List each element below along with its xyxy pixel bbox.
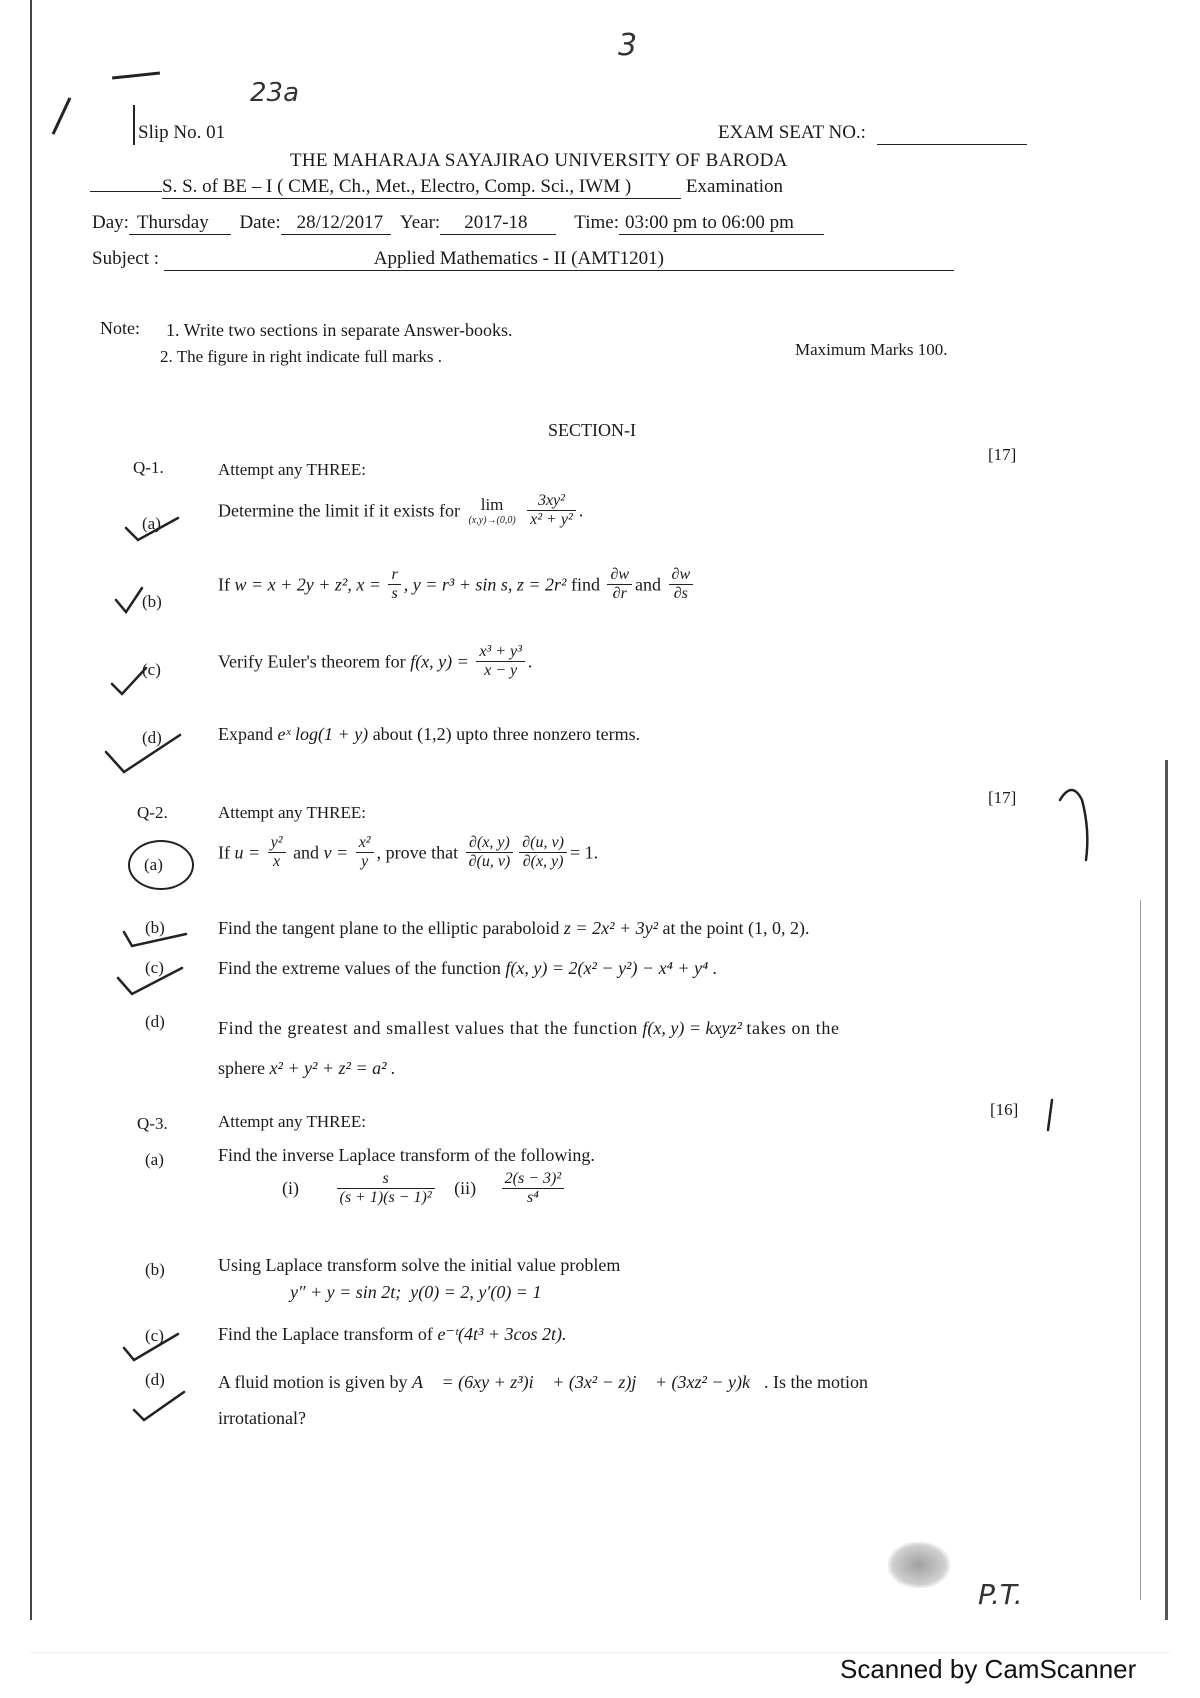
q1d-prompt: Expand [218, 724, 273, 744]
q2d-label: (d) [145, 1012, 165, 1031]
university-name: THE MAHARAJA SAYAJIRAO UNIVERSITY OF BARODA [290, 150, 788, 171]
q3a-sub-ii: (ii) [454, 1178, 477, 1199]
q3-marks: [16] [990, 1100, 1019, 1119]
q2a-jacobian-1: $\frac{\partial(x, y)}{\partial(u, v)}$ [466, 834, 514, 872]
q3b-text: Using Laplace transform solve the initial value problem [218, 1255, 621, 1275]
q1d-tail: about (1,2) upto three nonzero terms. [372, 724, 641, 744]
q2-marks: [17] [988, 788, 1017, 807]
q1d-expression: eˣ log(1 + y) [277, 724, 369, 744]
q2d-prompt: Find the greatest and smallest values that the function [218, 1018, 638, 1038]
note-item-1: 1. Write two sections in separate Answer-books. [166, 320, 513, 340]
q1b-dw-ds: $\frac{\partial w}{\partial s}$ [669, 566, 694, 604]
camscanner-watermark: Scanned by CamScanner [840, 1654, 1137, 1684]
q1d-label: (d) [142, 728, 162, 747]
q3d-tail: . Is the motion [764, 1372, 868, 1392]
footer-line [30, 1652, 1170, 1653]
q1-instruction: Attempt any THREE: [218, 460, 366, 479]
q2b-tail: at the point (1, 0, 2). [662, 918, 810, 938]
year-label: Year: [399, 212, 441, 233]
q1b-prompt: If [218, 574, 230, 595]
q2d-sphere-eq: x² + y² + z² = a² . [269, 1058, 396, 1078]
q1c-prompt: Verify Euler's theorem for [218, 651, 406, 672]
q1b-equation-yz: , y = r³ + sin s, z = 2r² [403, 574, 567, 595]
q3a-fraction-i: $\frac{s}{\text{(s + 1)(s − 1)²}}$ [337, 1170, 435, 1208]
course-name: S. S. of BE – I ( CME, Ch., Met., Electro, Comp. Sci., IWM ) [162, 176, 681, 199]
q2a-prompt: If [218, 842, 230, 863]
slip-number: Slip No. 01 [138, 122, 226, 143]
time-value: 03:00 pm to 06:00 pm [619, 212, 824, 235]
q2a-prove: , prove that [376, 842, 459, 863]
tick-q2c [118, 968, 182, 994]
q3d-line2: irrotational? [218, 1408, 306, 1428]
q1b-dw-dr: $\frac{\partial w}{\partial r}$ [607, 566, 632, 604]
q2c-prompt: Find the extreme values of the function [218, 958, 501, 978]
q2-instruction: Attempt any THREE: [218, 803, 366, 822]
q2a-and: and [293, 842, 320, 863]
q1c-function: f(x, y) = [410, 651, 469, 672]
right-bracket [1048, 1100, 1052, 1130]
tick-q1c [112, 668, 146, 694]
q2d-tail: takes on the [746, 1018, 840, 1038]
q1c-text: Verify Euler's theorem for f(x, y) = $\frac{\text{x³ + y³}}{x - y}$ . [218, 643, 533, 680]
q2a-jacobian-2: $\frac{\partial(u, v)}{\partial(x, y)}$ [519, 834, 567, 872]
examination-label: Examination [685, 176, 784, 197]
q1-marks: [17] [988, 445, 1017, 464]
q3c-label: (c) [145, 1326, 164, 1345]
q3a-sub-i: (i) [282, 1178, 299, 1199]
q3-instruction: Attempt any THREE: [218, 1112, 366, 1131]
q1a-limit: lim (x,y)→(0,0) [468, 495, 516, 526]
q1b-and: and [635, 574, 662, 595]
q2d-function: f(x, y) = kxyz² [642, 1018, 742, 1038]
q2a-v-fraction: $\frac{\text{x²}}{y}$ [356, 834, 374, 872]
q2b-equation: z = 2x² + 3y² [563, 918, 658, 938]
q1b-label: (b) [142, 592, 162, 611]
note-item-2: 2. The figure in right indicate full marks . [160, 347, 443, 366]
q2d-sphere: sphere [218, 1058, 265, 1078]
handwritten-top-note: 23a [250, 78, 300, 108]
tick-q1a [126, 518, 178, 540]
q1a-prompt: Determine the limit if it exists for [218, 500, 460, 521]
q3d-vector: A⃗ = (6xy + z³)i⃗ + (3x² − z)j⃗ + (3xz² − y)k⃗ [412, 1372, 764, 1392]
year-value: 2017-18 [440, 212, 555, 235]
q1a-text: Determine the limit if it exists for lim (x,y)→(0,0) $\frac{\text{3xy²}}{\text{x² + y²}}$ . [218, 492, 584, 529]
max-marks: Maximum Marks 100. [795, 340, 948, 359]
pto-annotation: P.T. [978, 1578, 1023, 1611]
q1c-fraction: $\frac{\text{x³ + y³}}{x - y}$ [476, 643, 525, 681]
q1b-find: find [570, 574, 600, 595]
tick-q1b [116, 588, 142, 612]
q2a-label: (a) [144, 855, 163, 874]
q2a-u-fraction: $\frac{\text{y²}}{x}$ [268, 834, 286, 872]
date-label: Date: [239, 212, 281, 233]
subject-value: Applied Mathematics - II (AMT1201) [164, 248, 954, 271]
q3c-prompt: Find the Laplace transform of [218, 1324, 433, 1344]
tick-q3c [124, 1334, 178, 1360]
q2b-prompt: Find the tangent plane to the elliptic paraboloid [218, 918, 560, 938]
q3a-text: Find the inverse Laplace transform of the following. [218, 1145, 595, 1165]
q1b-fraction-rs: $\frac{r}{s}$ [388, 566, 400, 604]
tick-q1d [106, 735, 180, 772]
day-value: Thursday [129, 212, 231, 235]
q3d-prompt: A fluid motion is given by [218, 1372, 408, 1392]
q3a-label: (a) [145, 1150, 164, 1169]
q2c-function: f(x, y) = 2(x² − y²) − x⁴ + y⁴ . [505, 958, 718, 978]
q3b-label: (b) [145, 1260, 165, 1279]
note-label: Note: [100, 318, 140, 338]
q3d-label: (d) [145, 1370, 165, 1389]
q3b-ivp: y″ + y = sin 2t; y(0) = 2, y′(0) = 1 [290, 1282, 542, 1302]
tick-q3d [134, 1392, 184, 1420]
q2c-label: (c) [145, 958, 164, 977]
right-scribble [1060, 790, 1087, 860]
q1a-label: (a) [142, 514, 161, 533]
q2a-text: If u = $\frac{\text{y²}}{x}$ and v = $\frac{\text{x²}}{y}$ , prove that $\frac{\partial(x, y)}{\partial(u, v)}$ $\frac{\partial(u, v)}{\partial(x, y)}$ = 1. [218, 834, 599, 871]
exam-seat-text: EXAM SEAT NO.: [718, 122, 866, 143]
time-label: Time: [574, 212, 620, 233]
q3a-fraction-ii: $\frac{\text{2(s − 3)²}}{\text{s⁴}}$ [502, 1170, 564, 1208]
q1b-equation-w: w = x + 2y + z², x = [234, 574, 381, 595]
date-value: 28/12/2017 [281, 212, 392, 235]
q2-number: Q-2. [137, 803, 168, 822]
subject-label: Subject : [92, 248, 160, 269]
q2b-label: (b) [145, 918, 165, 937]
q3c-expression: e⁻ᵗ(4t³ + 3cos 2t). [437, 1324, 567, 1344]
q1-number: Q-1. [133, 458, 164, 477]
stamp-smudge [888, 1542, 950, 1588]
handwritten-page-number: 3 [618, 28, 638, 63]
q3-number: Q-3. [137, 1114, 168, 1133]
q1a-fraction: $\frac{\text{3xy²}}{\text{x² + y²}}$ [527, 492, 576, 530]
section-title: SECTION-I [548, 420, 636, 440]
q1c-label: (c) [142, 660, 161, 679]
day-label: Day: [92, 212, 129, 233]
tick-q2b [124, 932, 186, 946]
